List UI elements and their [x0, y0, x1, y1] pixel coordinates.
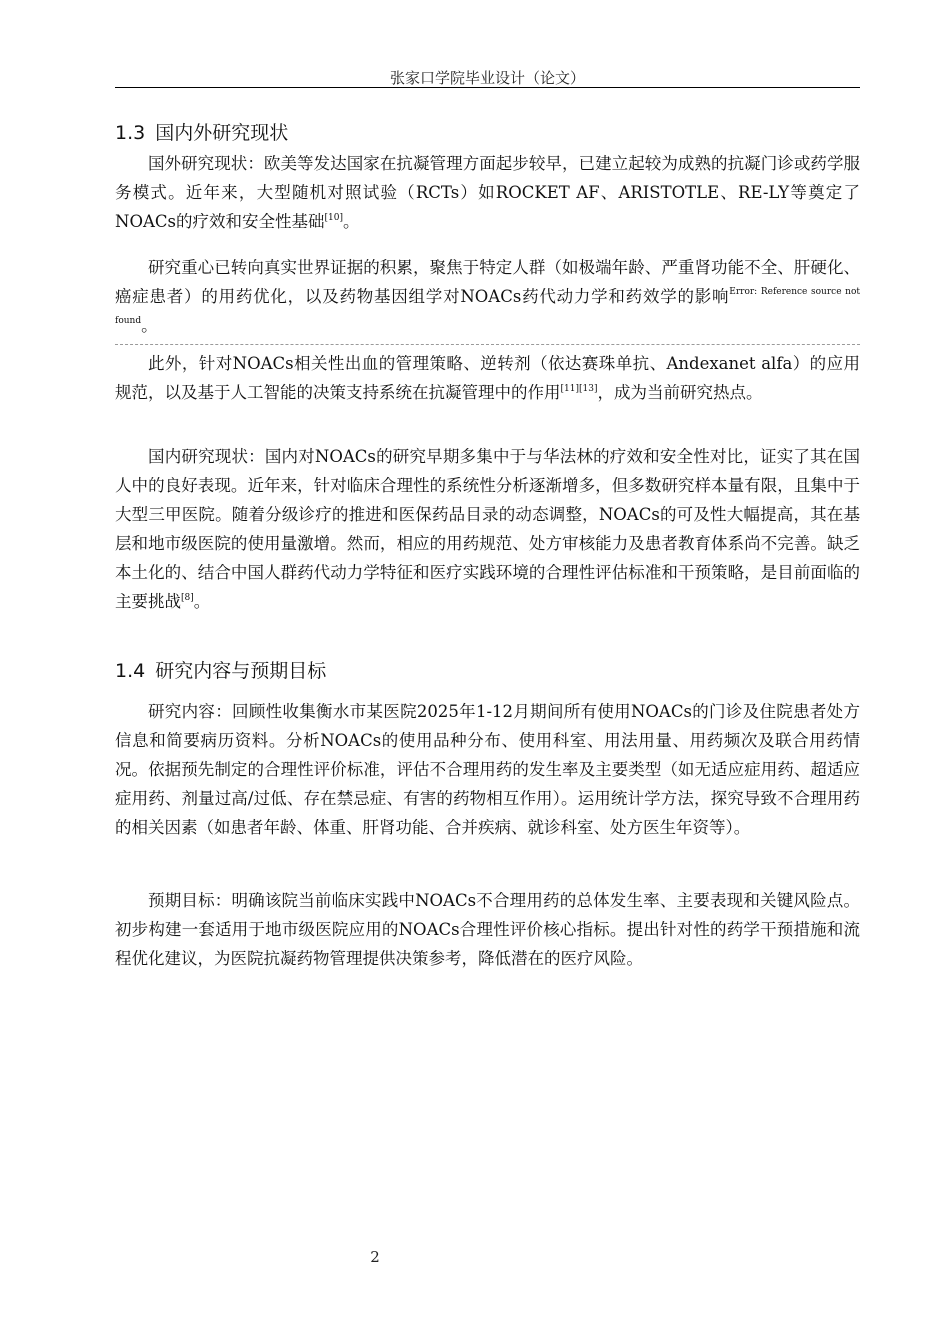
section-number: 1.4 — [115, 660, 146, 682]
header-rule — [115, 87, 860, 88]
section-heading-1-4 — [115, 656, 326, 683]
section-title: 国内外研究现状 — [155, 122, 289, 144]
paragraph-bleeding-management — [115, 349, 860, 407]
section-break-line — [115, 344, 860, 345]
paragraph-text: 研究重心已转向真实世界证据的积累，聚焦于特定人群（如极端年龄、严重肾功能不全、肝硬化、癌症患者）的用药优化，以及药物基因组学对NOACs药代动力学和药效学的影响 — [115, 258, 860, 306]
paragraph-text: 国内研究现状：国内对NOACs的研究早期多集中于与华法林的疗效和安全性对比，证实了其在国人中的良好表现。近年来，针对临床合理性的系统性分析逐渐增多，但多数研究样本量有限，且集中于大型三甲医院。随着分级诊疗的推进和医保药品目录的动态调整，NOACs的可及性大幅提高，其在基层和地市级医院的使用量激增。然而，相应的用药规范、处方审核能力及患者教育体系尚不完善。缺乏本土化的、结合中国人群药代动力学特征和医疗实践环境的合理性评估标准和干预策略，是目前面临的主要挑战 — [115, 447, 860, 611]
paragraph-text: 国外研究现状：欧美等发达国家在抗凝管理方面起步较早，已建立起较为成熟的抗凝门诊或药学服务模式。近年来，大型随机对照试验（RCTs）如ROCKET AF、ARISTOTLE、RE-LY等奠定了NOACs的疗效和安全性基础 — [115, 154, 860, 231]
section-number: 1.3 — [115, 122, 146, 144]
page-number: 2 — [370, 1248, 380, 1266]
paragraph-expected-goals: 预期目标：明确该院当前临床实践中NOACs不合理用药的总体发生率、主要表现和关键风险点。初步构建一套适用于地市级医院应用的NOACs合理性评价核心指标。提出针对性的药学干预措施和流程优化建议，为医院抗凝药物管理提供决策参考，降低潜在的医疗风险。 — [115, 891, 860, 968]
paragraph-end: ，成为当前研究热点。 — [597, 383, 763, 402]
header-title: 张家口学院毕业设计（论文） — [389, 69, 585, 87]
paragraph-end: 。 — [342, 212, 360, 231]
section-title: 研究内容与预期目标 — [155, 660, 327, 682]
reference-error: Error: Reference source not found — [115, 287, 860, 326]
paragraph-foreign-research — [115, 149, 860, 236]
citation: [10] — [324, 213, 343, 223]
paragraph-end: 。 — [193, 592, 211, 611]
citation: [8] — [181, 593, 194, 603]
paragraph-end: 。 — [141, 316, 158, 335]
paragraph-research-content: 研究内容：回顾性收集衡水市某医院2025年1-12月期间所有使用NOACs的门诊及住院患者处方信息和简要病历资料。分析NOACs的使用品种分布、使用科室、用法用量、用药频次及联合用药情况。依据预先制定的合理性评价标准，评估不合理用药的发生率及主要类型（如无适应症用药、超适应症用药、剂量过高/过低、存在禁忌症、有害的药物相互作用）。运用统计学方法，探究导致不合理用药的相关因素（如患者年龄、体重、肝肾功能、合并疾病、就诊科室、处方医生年资等）。 — [115, 702, 860, 837]
paragraph-research-focus — [115, 253, 860, 340]
paragraph-text: 此外，针对NOACs相关性出血的管理策略、逆转剂（依达赛珠单抗、Andexanet alfa）的应用规范，以及基于人工智能的决策支持系统在抗凝管理中的作用 — [115, 354, 860, 402]
citation: [11][13] — [560, 384, 598, 394]
paragraph-domestic-research — [115, 442, 860, 616]
section-heading-1-3 — [115, 118, 288, 145]
